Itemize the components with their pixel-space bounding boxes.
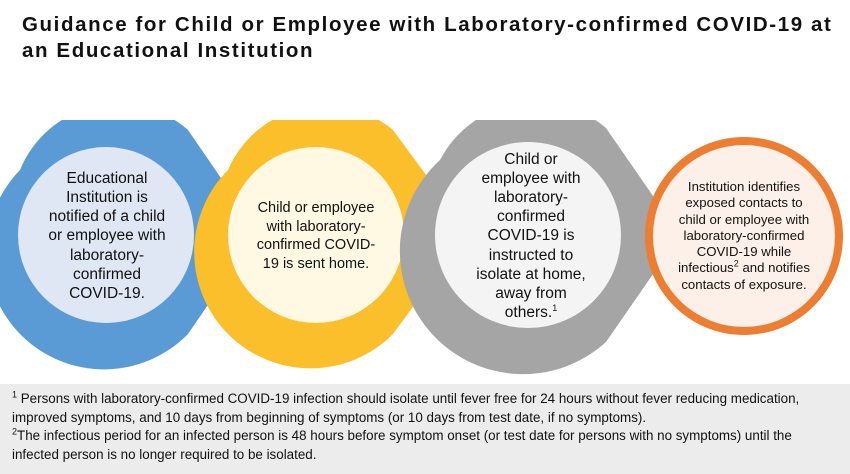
process-diagram	[0, 120, 850, 380]
page-title	[22, 12, 842, 64]
step-4-text: Institution identifies exposed contacts to child or employee with laboratory-confirmed COVID-19 while infectious$^2$ and notifies contacts of exposure.	[678, 179, 810, 292]
footnote-ref-2: 2	[733, 258, 739, 269]
footnote-1: $^1$ Persons with laboratory-confirmed COVID-19 infection should isolate until fever free for 24 hours without fever reducing medication, improved symptoms, and 10 days from beginning of symptoms (or 10 days from test date, if no symptoms).	[12, 389, 800, 425]
step-3-text: Child or employee with laboratory-confirmed COVID-19 is instructed to isolate at home, away from others.$^1$	[476, 150, 586, 322]
title-line-1: Guidance for Child or Employee with Laboratory-confirmed COVID-19 at	[22, 13, 833, 36]
title-line-2: an Educational Institution	[22, 39, 315, 62]
footnote-ref-1: 1	[552, 303, 558, 314]
footnote-2: $^2$The infectious period for an infected person is 48 hours before symptom onset (or test date for persons with no symptoms) until the infected person is no longer required to be isolated.	[12, 426, 792, 462]
footnotes-box	[0, 384, 850, 474]
step-2-text: Child or employee with laboratory-confirmed COVID-19 is sent home.	[256, 200, 376, 272]
step-1-text: Educational Institution is notified of a child or employee with laboratory-confirmed COVID-19.	[48, 169, 166, 302]
